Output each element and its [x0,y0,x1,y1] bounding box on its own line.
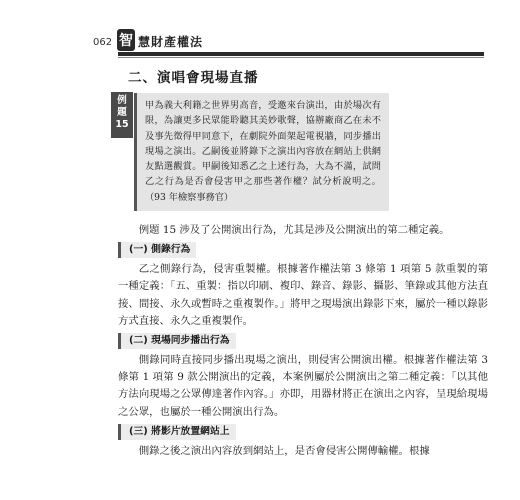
intro-paragraph: 例題 15 涉及了公開演出行為，尤其是涉及公開演出的第二種定義。 [138,224,450,236]
subheading-3: (三) 將影片放置網站上 [118,424,236,440]
example-tab-number: 15 [115,119,129,130]
running-header [0,22,520,62]
book-title: 慧財產權法 [138,35,204,49]
body-text [118,222,488,460]
example-box: 甲為義大利籍之世界男高音，受邀來台演出，由於場次有限，為讓更多民眾能聆聽其美妙歌聲，協辦廠商乙在未不及事先徵得甲同意下，在劇院外面架起電視牆，同步播出現場之演出。乙嗣後並將錄下之演出內容放在網站上供網友點選觀賞。甲嗣後知悉乙之上述行為，大為不滿，試問乙之行為是否會侵害甲之那些著作權？試分析說明之。（93 年檢察事務官） [134,93,389,211]
paragraph-2: 側錄同時直接同步播出現場之演出，則侵害公開演出權。根據著作權法第 3 條第 1 項第 9 款公開演出的定義，本案例屬於公開演出之第二種定義：「以其他方法向現場之公眾傳達著作內容。」亦即，用器材將正在演出之內容，呈現給現場之公眾，也屬於一種公開演出行為。 [118,354,488,418]
header-rule-thin [118,57,484,58]
example-tab [111,92,133,138]
paragraph-1: 乙之側錄行為，侵害重製權。根據著作權法第 3 條第 1 項第 5 款重製的第一種定義：「五、重製：指以印刷、複印、錄音、錄影、攝影、筆錄或其他方法直接、間接、永久或暫時之重複製作。」將甲之現場演出錄影下來，屬於一種以錄影方式直接、永久之重複製作。 [118,263,488,327]
header-rule [118,52,484,56]
book-logo-icon [116,28,136,52]
example-tab-label-2: 題 [117,107,127,118]
subheading-1: (一) 側錄行為 [118,242,196,258]
logo-char: 智 [119,33,133,49]
paragraph-3: 側錄之後之演出內容放到網站上，是否會侵害公開傳輸權。根據 [138,444,430,457]
page-number: 062 [93,37,113,48]
subheading-2: (二) 現場同步播出行為 [118,333,236,349]
example-tab-label-1: 例 [117,95,127,106]
section-title: 二、演唱會現場直播 [128,70,259,86]
